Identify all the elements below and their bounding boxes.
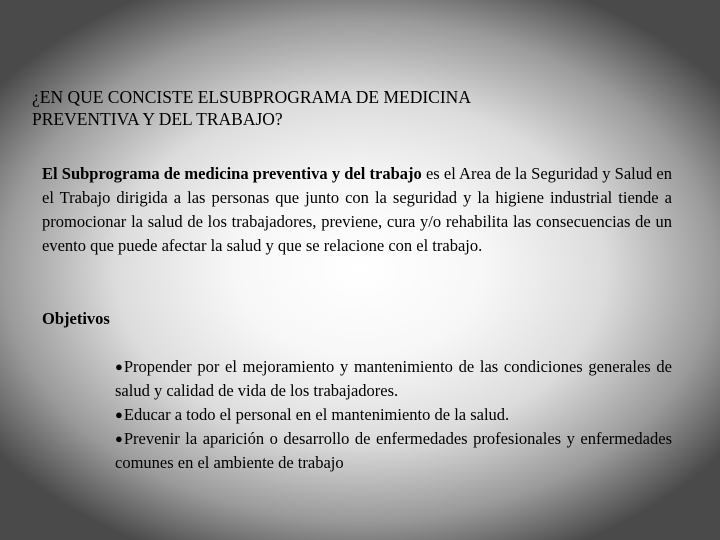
definition-text: es el Area de la Seguridad y Salud en el Trabajo dirigida a las personas que junto con la seguridad y la higiene industrial tiende a promocionar la salud de los trabajadores, previene, cura y/o rehabilita las consecuencias de un evento que puede afectar la salud y que se relacione con el trabajo. [42,164,672,255]
slide-title-line-1: ¿EN QUE CONCISTE ELSUBPROGRAMA DE MEDICINA [32,87,471,107]
objective-item [115,403,672,427]
objective-item [115,427,672,475]
objectives-heading: Objetivos [42,309,110,328]
slide-title-line-2: PREVENTIVA Y DEL TRABAJO? [32,109,283,129]
bullet-icon: ● [115,431,123,446]
objective-text: Prevenir la aparición o desarrollo de enfermedades profesionales y enfermedades comunes en el ambiente de trabajo [115,429,672,472]
slide-title [32,86,672,130]
objective-text: Educar a todo el personal en el mantenimiento de la salud. [123,405,510,424]
bullet-icon: ● [115,359,123,374]
objective-text: Propender por el mejoramiento y mantenimiento de las condiciones generales de salud y calidad de vida de los trabajadores. [115,357,672,400]
definition-paragraph [42,162,672,258]
definition-term: El Subprograma de medicina preventiva y del trabajo [42,164,422,183]
bullet-icon: ● [115,407,123,422]
objectives-list [115,355,672,475]
objective-item [115,355,672,403]
